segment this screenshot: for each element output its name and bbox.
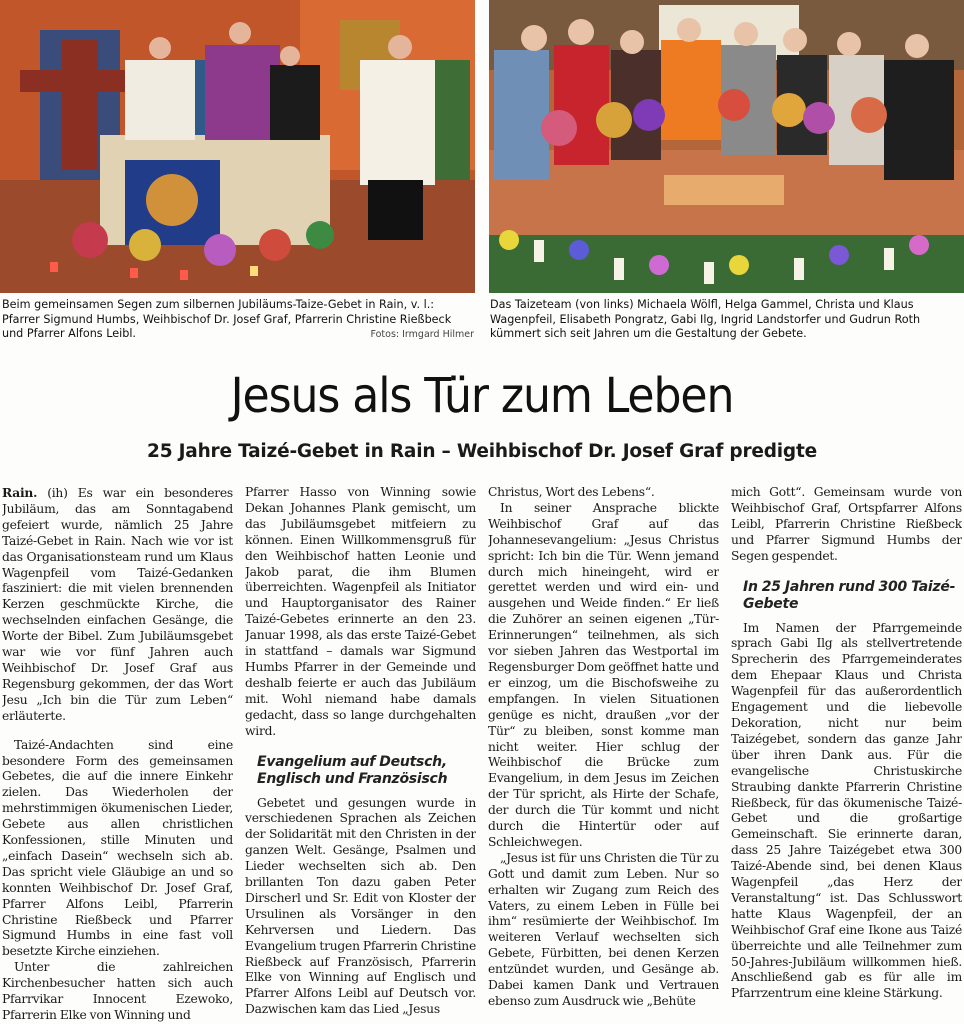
article-paragraph: Pfarrer Hasso von Winning sowie Dekan Johannes Plank gemischt, um das Jubiläumsgebet mitfeiern zu können. Einen Willkommensgruß für den Weihbischof hatten Leonie und Jakob parat, die ihm Blumen überreichten. Wagenpfeil als Initiator und Hauptorganisator des Rainer Taizé-Gebetes erinnerte an den 23. Januar 1998, als das erste Taizé-Gebet in stattfand – damals war Sigmund Humbs Pfarrer in der Gemeinde und deshalb feierte er auch das Jubiläum mit. Wohl niemand habe damals gedacht, dass so lange durchgehalten wird.	[245, 485, 476, 738]
caption-text: Beim gemeinsamen Segen zum silbernen Jubiläums-Taize-Gebet in Rain, v. l.: Pfarrer Sigmund Humbs, Weihbischof Dr. Josef Graf, Pfarrerin Christine Rießbeck und Pfarrer Alfons Leibl.	[2, 298, 452, 341]
article-paragraph: Gebetet und gesungen wurde in verschiedenen Sprachen als Zeichen der Solidarität mit den Christen in der ganzen Welt. Gesänge, Psalmen und Lieder wechselten sich ab. Den brillanten Ton dazu gaben Peter Dirscherl und Sr. Edit von Kloster der Ursulinen als Vorsänger in den Kehrversen und Liedern. Das Evangelium trugen Pfarrerin Christine Rießbeck auf Französisch, Pfarrerin Elke von Winning auf Englisch und Pfarrer Alfons Leibl auf Deutsch vor. Dazwischen kam das Lied „Jesus	[245, 795, 476, 1017]
article-column-2	[245, 485, 476, 1024]
photo-caption-left	[2, 298, 474, 343]
subheadline: 25 Jahre Taizé-Gebet in Rain – Weihbischof Dr. Josef Graf predigte	[147, 441, 817, 462]
photo-caption-right	[490, 298, 962, 342]
article-column-3	[488, 485, 719, 1024]
article-paragraph	[2, 485, 233, 725]
article-paragraph: Taizé-Andachten sind eine besondere Form des gemeinsamen Gebetes, die auf die innere Einkehr zielen. Das Wiederholen der mehrstimmigen ökumenischen Lieder, Gebete aus allen christlichen Konfessionen, stille Minuten und „einfach Dasein“ wechseln sich ab. Das spricht viele Gläubige an und so konnten Weihbischof Dr. Josef Graf, Pfarrer Alfons Leibl, Pfarrerin Christine Rießbeck und Pfarrer Sigmund Humbs in eine fast voll besetzte Kirche einziehen.	[2, 737, 233, 959]
subheading: In 25 Jahren rund 300 Taizé-Gebete	[743, 578, 956, 612]
article-paragraph: In seiner Ansprache blickte Weihbischof Graf auf das Johannesevangelium: „Jesus Christus spricht: Ich bin die Tür. Wenn jemand durch mich hineingeht, wird er gerettet werden und wird ein- und ausgehen und Weide finden.“ Er ließ die Zuhörer an seinen eigenen „Tür-Erinnerungen“ teilnehmen, als sich vor sieben Jahren das Westportal im Regensburger Dom geöffnet hatte und er einzog, um die Bischofsweihe zu empfangen. In vielen Situationen genüge es nicht, draußen „vor der Tür“ zu bleiben, sonst komme man nicht weiter. Hier schlug der Weihbischof die Brücke zum Evangelium, in dem Jesus im Zeichen der Tür spricht, als Hirte der Schafe, der durch die Tür kommt und nicht durch die Hintertür oder auf Schleichwegen.	[488, 500, 719, 849]
paragraph-text: (ih) Es war ein besonderes Jubiläum, das am Sonntagabend gefeiert wurde, nämlich 25 Jahre Taizé-Gebet in Rain. Nach wie vor ist das Organisationsteam rund um Klaus Wagenpfeil vom Taizé-Gedanken fasziniert: die mit vielen brennenden Kerzen geschmückte Kirche, die wechselnden einfachen Gesänge, die Worte der Bibel. Zum Jubiläumsgebet war wie vor fünf Jahren auch Weihbischof Dr. Josef Graf aus Regensburg gekommen, der das Wort Jesu „Ich bin die Tür zum Leben“ erläuterte.	[2, 486, 233, 723]
photo-blessing-altar	[0, 0, 475, 293]
dateline: Rain.	[2, 485, 38, 500]
caption-text: Das Taizeteam (von links) Michaela Wölfl, Helga Gammel, Christa und Klaus Wagenpfeil, Elisabeth Pongratz, Gabi Ilg, Ingrid Landstorfer und Gudrun Roth kümmert sich seit Jahren um die Gestaltung der Gebete.	[490, 298, 921, 341]
article-paragraph: Im Namen der Pfarrgemeinde sprach Gabi Ilg als stellvertretende Sprecherin des Pfarrgemeinderates dem Ehepaar Klaus und Christa Wagenpfeil für das außerordentlich Engagement und die liebevolle Dekoration, nicht nur beim Taizégebet, sondern das ganze Jahr über ihren Dank aus. Für die evangelische Christuskirche Straubing dankte Pfarrerin Christine Rießbeck, für das ökumenische Taizé-Gebet und die großartige Gemeinschaft. Sie erinnerte daran, dass 25 Jahre Taizégebet etwa 300 Taizé-Abende sind, bei denen Klaus Wagenpfeil „das Herz der Veranstaltung“ ist. Das Schlusswort hatte Klaus Wagenpfeil, der an Weihbischof Graf eine Ikone aus Taizé überreichte und alle Teilnehmer zum 50-Jahres-Jubiläum willkommen hieß. Anschließend gab es für alle im Pfarrzentrum eine kleine Stärkung.	[731, 620, 962, 1001]
article-paragraph: mich Gott“. Gemeinsam wurde von Weihbischof Graf, Ortspfarrer Alfons Leibl, Pfarrerin Christine Rießbeck und Pfarrer Sigmund Humbs der Segen gespendet.	[731, 485, 962, 563]
photo-credit: Fotos: Irmgard Hilmer	[370, 329, 474, 341]
headline: Jesus als Tür zum Leben	[230, 368, 734, 424]
article-paragraph: Christus, Wort des Lebens“.	[488, 485, 655, 499]
article-column-4	[731, 485, 962, 1024]
article-paragraph: Unter die zahlreichen Kirchenbesucher hatten sich auch Pfarrvikar Innocent Ezewoko, Pfarrerin Elke von Winning und	[2, 960, 233, 1022]
subheading: Evangelium auf Deutsch, Englisch und Französisch	[257, 753, 448, 787]
photo-taize-team	[489, 0, 964, 293]
article-paragraph: „Jesus ist für uns Christen die Tür zu Gott und damit zum Leben. Nur so erhalten wir Zugang zum Reich des Vaters, zu einem Leben in Fülle bei ihm“ resümierte der Weihbischof. Im weiteren Verlauf wechselten sich Gebete, Fürbitten, bei denen Kerzen entzündet wurden, und Gesänge ab. Dabei kamen Dank und Vertrauen ebenso zum Ausdruck wie „Behüte	[488, 850, 719, 1008]
article-column-1	[2, 485, 233, 1024]
